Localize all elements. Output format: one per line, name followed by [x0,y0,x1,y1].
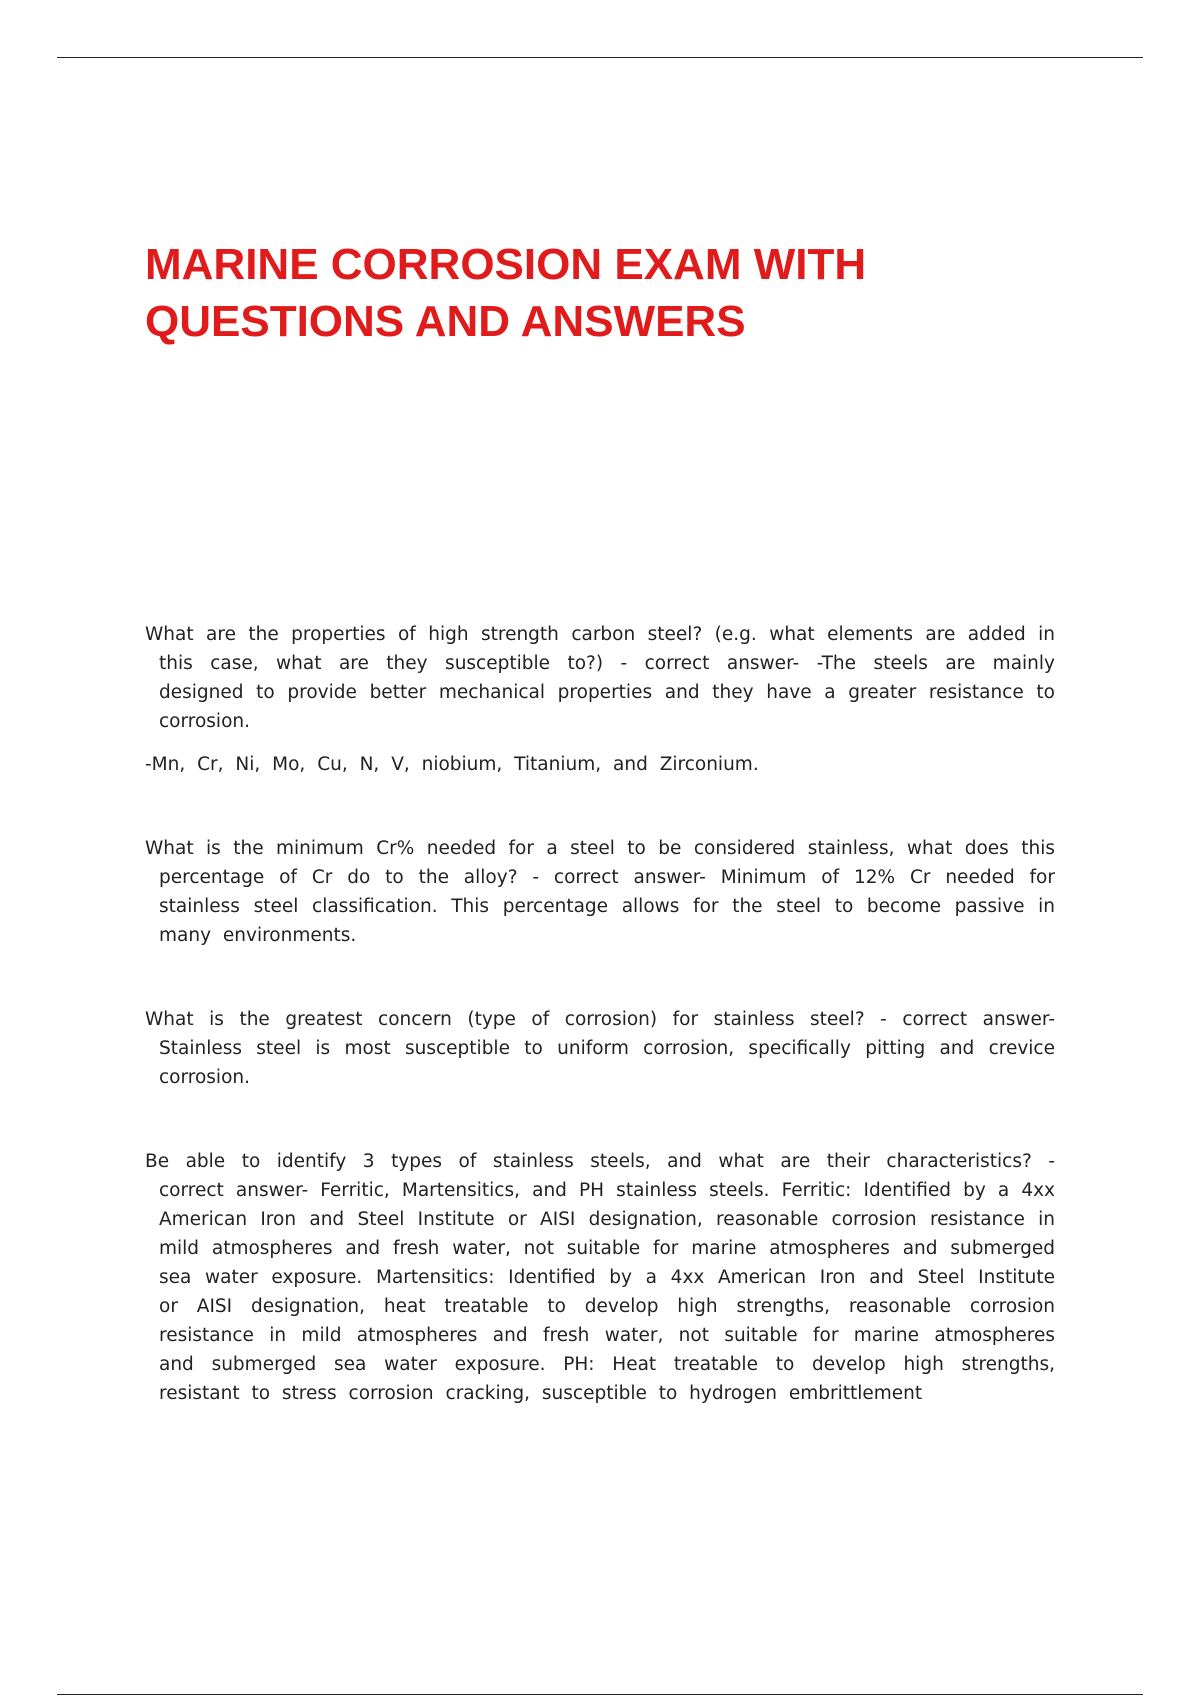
qa-content [145,620,1055,1408]
footer-rule [57,1694,1143,1695]
qa-item-minimum-chromium: What is the minimum Cr% needed for a steel to be considered stainless, what does this percentage of Cr do to the alloy? - correct answer- Minimum of 12% Cr needed for stainless steel classification. This percentage allows for the steel to become passive in many environments. [145,838,1055,946]
document-title: MARINE CORROSION EXAM WITH QUESTIONS AND ANSWERS [145,240,867,346]
qa-item-high-strength-steel: What are the properties of high strength carbon steel? (e.g. what elements are added in this case, what are they susceptible to?) - correct answer- -The steels are mainly designed to provide better mechanical properties and they have a greater resistance to corrosion. [145,624,1055,732]
qa-item-stainless-types: Be able to identify 3 types of stainless steels, and what are their characteristics? - correct answer- Ferritic, Martensitics, and PH stainless steels. Ferritic: Identified by a 4xx American Iron and Steel Institute or AISI designation, reasonable corrosion resistance in mild atmospheres and fresh water, not suitable for marine atmospheres and submerged sea water exposure. Martensitics: Identified by a 4xx American Iron and Steel Institute or AISI designation, heat treatable to develop high strengths, reasonable corrosion resistance in mild atmospheres and fresh water, not suitable for marine atmospheres and submerged sea water exposure. PH: Heat treatable to develop high strengths, resistant to stress corrosion cracking, susceptible to hydrogen embrittlement [145,1151,1055,1404]
alloying-elements-note: -Mn, Cr, Ni, Mo, Cu, N, V, niobium, Titanium, and Zirconium. [145,754,759,775]
qa-item-stainless-concern: What is the greatest concern (type of corrosion) for stainless steel? - correct answer- Stainless steel is most susceptible to uniform corrosion, specifically pitting and crevice corrosion. [145,1009,1055,1088]
header-rule [57,57,1143,58]
